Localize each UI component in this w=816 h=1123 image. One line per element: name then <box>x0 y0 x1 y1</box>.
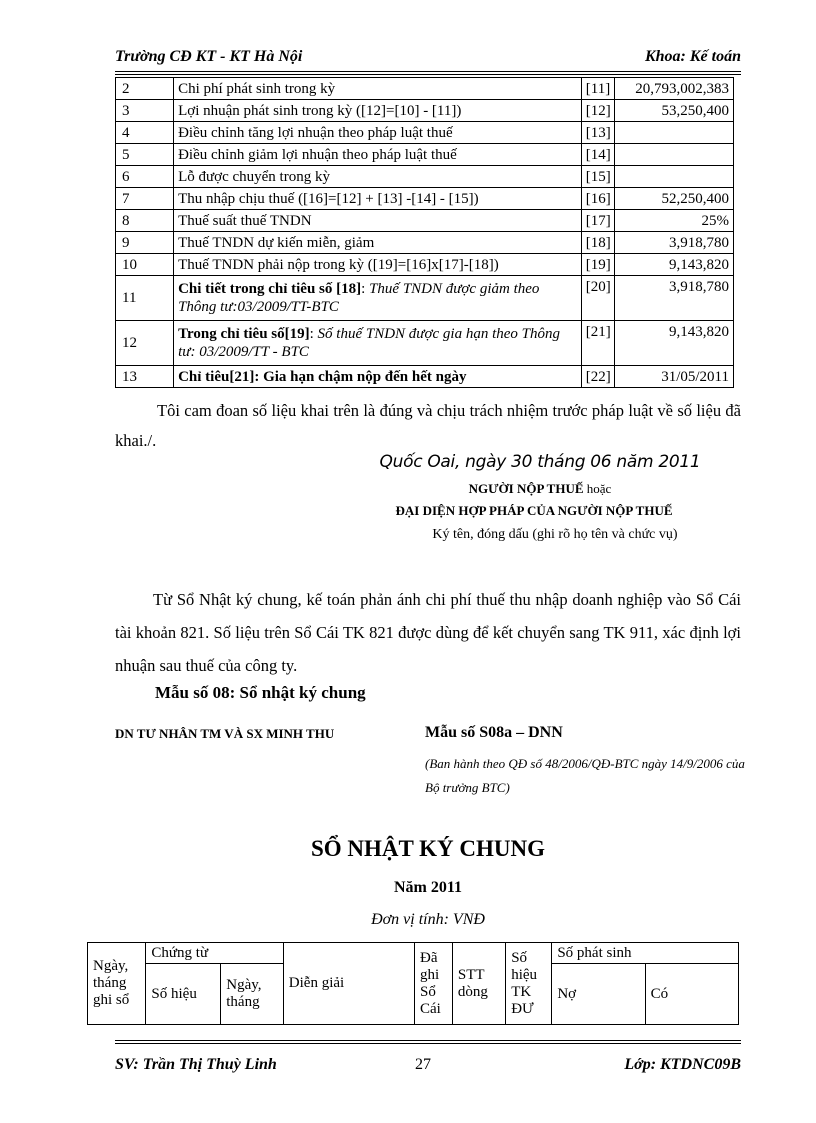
row-code: [16] <box>581 188 614 210</box>
row-code: [18] <box>581 232 614 254</box>
row-number: 12 <box>116 321 174 366</box>
form-title: Mẫu số 08: Sổ nhật ký chung <box>155 683 366 702</box>
row-description: Chỉ tiêu[21]: Gia hạn chậm nộp đến hết ngày <box>174 366 582 388</box>
row-value: 9,143,820 <box>614 254 733 276</box>
table-row <box>116 254 734 276</box>
table-row <box>116 321 734 366</box>
company-name: DN TƯ NHÂN TM VÀ SX MINH THU <box>115 726 335 741</box>
table-row <box>116 78 734 100</box>
row-description-italic: Số thuế TNDN được gia hạn theo Thông tư: 03/2009/TT - BTC <box>178 326 560 360</box>
table-row <box>116 100 734 122</box>
row-value: 25% <box>614 210 733 232</box>
row-description: Lợi nhuận phát sinh trong kỳ ([12]=[10] - [11]) <box>174 100 582 122</box>
row-description: Chi phí phát sinh trong kỳ <box>174 78 582 100</box>
row-code: [13] <box>581 122 614 144</box>
declaration-text: Tôi cam đoan số liệu khai trên là đúng và chịu trách nhiệm trước pháp luật về số liệu đã khai./. <box>115 401 741 450</box>
row-number: 3 <box>116 100 174 122</box>
department-name: Khoa: Kế toán <box>644 48 741 65</box>
col-debit: Nợ <box>552 964 645 1025</box>
row-code: [22] <box>581 366 614 388</box>
table-row <box>116 166 734 188</box>
form-code: Mẫu số S08a – DNN <box>425 724 563 741</box>
page-footer <box>115 1056 741 1078</box>
body-paragraph: Từ Sổ Nhật ký chung, kế toán phản ánh chi phí thuế thu nhập doanh nghiệp vào Sổ Cái tài khoản 821. Số liệu trên Sổ Cái TK 821 được dùng để kết chuyển sang TK 911, xác định lợi nhuận sau thuế của công ty. <box>115 590 741 675</box>
row-value: 3,918,780 <box>614 232 733 254</box>
row-code: [17] <box>581 210 614 232</box>
table-row <box>116 276 734 321</box>
row-number: 13 <box>116 366 174 388</box>
footer-divider <box>115 1040 741 1044</box>
row-description: Thu nhập chịu thuế ([16]=[12] + [13] -[14] - [15]) <box>174 188 582 210</box>
form-note: (Ban hành theo QĐ số 48/2006/QĐ-BTC ngày 14/9/2006 của Bộ trưởng BTC) <box>425 756 745 795</box>
row-value: 20,793,002,383 <box>614 78 733 100</box>
table-row <box>116 144 734 166</box>
row-code: [15] <box>581 166 614 188</box>
row-number: 11 <box>116 276 174 321</box>
col-credit: Có <box>645 964 738 1025</box>
row-number: 9 <box>116 232 174 254</box>
tax-declaration-table <box>115 77 734 388</box>
table-header-row <box>88 943 739 964</box>
row-description-bold: Chỉ tiêu[21] <box>178 368 255 385</box>
row-value <box>614 144 733 166</box>
taxpayer-label: NGƯỜI NỘP THUẾ <box>468 481 584 496</box>
signature-note: Ký tên, đóng dấu (ghi rõ họ tên và chức vụ) <box>432 527 678 542</box>
col-voucher: Chứng từ <box>146 943 283 964</box>
class-name: Lớp: KTDNC09B <box>624 1056 741 1073</box>
row-description-text: Gia hạn chậm nộp đến hết ngày <box>263 368 467 385</box>
row-number: 10 <box>116 254 174 276</box>
table-row <box>116 232 734 254</box>
row-description: Thuế suất thuế TNDN <box>174 210 582 232</box>
journal-year: Năm 2011 <box>394 879 462 896</box>
row-description: Thuế TNDN phải nộp trong kỳ ([19]=[16]x[17]-[18]) <box>174 254 582 276</box>
row-code: [11] <box>581 78 614 100</box>
row-number: 4 <box>116 122 174 144</box>
row-code: [19] <box>581 254 614 276</box>
row-code: [21] <box>581 321 614 366</box>
row-number: 2 <box>116 78 174 100</box>
row-code: [14] <box>581 144 614 166</box>
table-row <box>116 122 734 144</box>
row-description: Thuế TNDN dự kiến miễn, giảm <box>174 232 582 254</box>
row-number: 7 <box>116 188 174 210</box>
page-number: 27 <box>415 1056 431 1073</box>
row-value: 52,250,400 <box>614 188 733 210</box>
signature-title-2: ĐẠI DIỆN HỢP PHÁP CỦA NGƯỜI NỘP THUẾ <box>395 503 673 518</box>
row-number: 6 <box>116 166 174 188</box>
row-code: [12] <box>581 100 614 122</box>
row-description: Chi tiết trong chỉ tiêu số [18]: Thuế TNDN được giảm theo Thông tư:03/2009/TT-BTC <box>174 276 582 321</box>
table-row <box>116 366 734 388</box>
signature-title-1 <box>340 481 740 497</box>
col-voucher-date: Ngày, tháng <box>221 964 284 1025</box>
row-description-bold: Trong chỉ tiêu số[19] <box>178 326 310 342</box>
row-description: Lỗ được chuyển trong kỳ <box>174 166 582 188</box>
row-number: 8 <box>116 210 174 232</box>
row-description: Trong chỉ tiêu số[19]: Số thuế TNDN được gia hạn theo Thông tư: 03/2009/TT - BTC <box>174 321 582 366</box>
table-row <box>116 210 734 232</box>
col-date: Ngày, tháng ghi sổ <box>88 943 146 1025</box>
journal-title: SỔ NHẬT KÝ CHUNG <box>310 836 546 861</box>
col-voucher-no: Số hiệu <box>146 964 221 1025</box>
row-description: Điều chỉnh giảm lợi nhuận theo pháp luật thuế <box>174 144 582 166</box>
row-value <box>614 122 733 144</box>
journal-header-table <box>87 942 739 1025</box>
header-divider <box>115 71 741 75</box>
page-header <box>115 48 741 70</box>
row-description-bold: Chi tiết trong chỉ tiêu số [18] <box>178 281 362 297</box>
journal-unit: Đơn vị tính: VNĐ <box>371 911 485 928</box>
taxpayer-or: hoặc <box>586 481 612 496</box>
row-value: 3,918,780 <box>614 276 733 321</box>
tax-table-body <box>116 78 734 276</box>
table-row <box>116 188 734 210</box>
student-name: SV: Trần Thị Thuỳ Linh <box>115 1056 277 1073</box>
row-value: 9,143,820 <box>614 321 733 366</box>
row-value: 53,250,400 <box>614 100 733 122</box>
row-value: 31/05/2011 <box>614 366 733 388</box>
col-amount: Số phát sinh <box>552 943 739 964</box>
row-number: 5 <box>116 144 174 166</box>
col-line: STT dòng <box>452 943 505 1025</box>
signature-place-date: Quốc Oai, ngày 30 tháng 06 năm 2011 <box>379 452 701 472</box>
row-value <box>614 166 733 188</box>
row-code: [20] <box>581 276 614 321</box>
col-account: Số hiệu TK ĐƯ <box>506 943 552 1025</box>
col-posted: Đã ghi Sổ Cái <box>415 943 453 1025</box>
school-name: Trường CĐ KT - KT Hà Nội <box>115 48 303 65</box>
col-description: Diễn giải <box>283 943 414 1025</box>
row-description: Điều chỉnh tăng lợi nhuận theo pháp luật thuế <box>174 122 582 144</box>
row-description-italic: Thuế TNDN được giảm theo Thông tư:03/2009/TT-BTC <box>178 281 540 315</box>
